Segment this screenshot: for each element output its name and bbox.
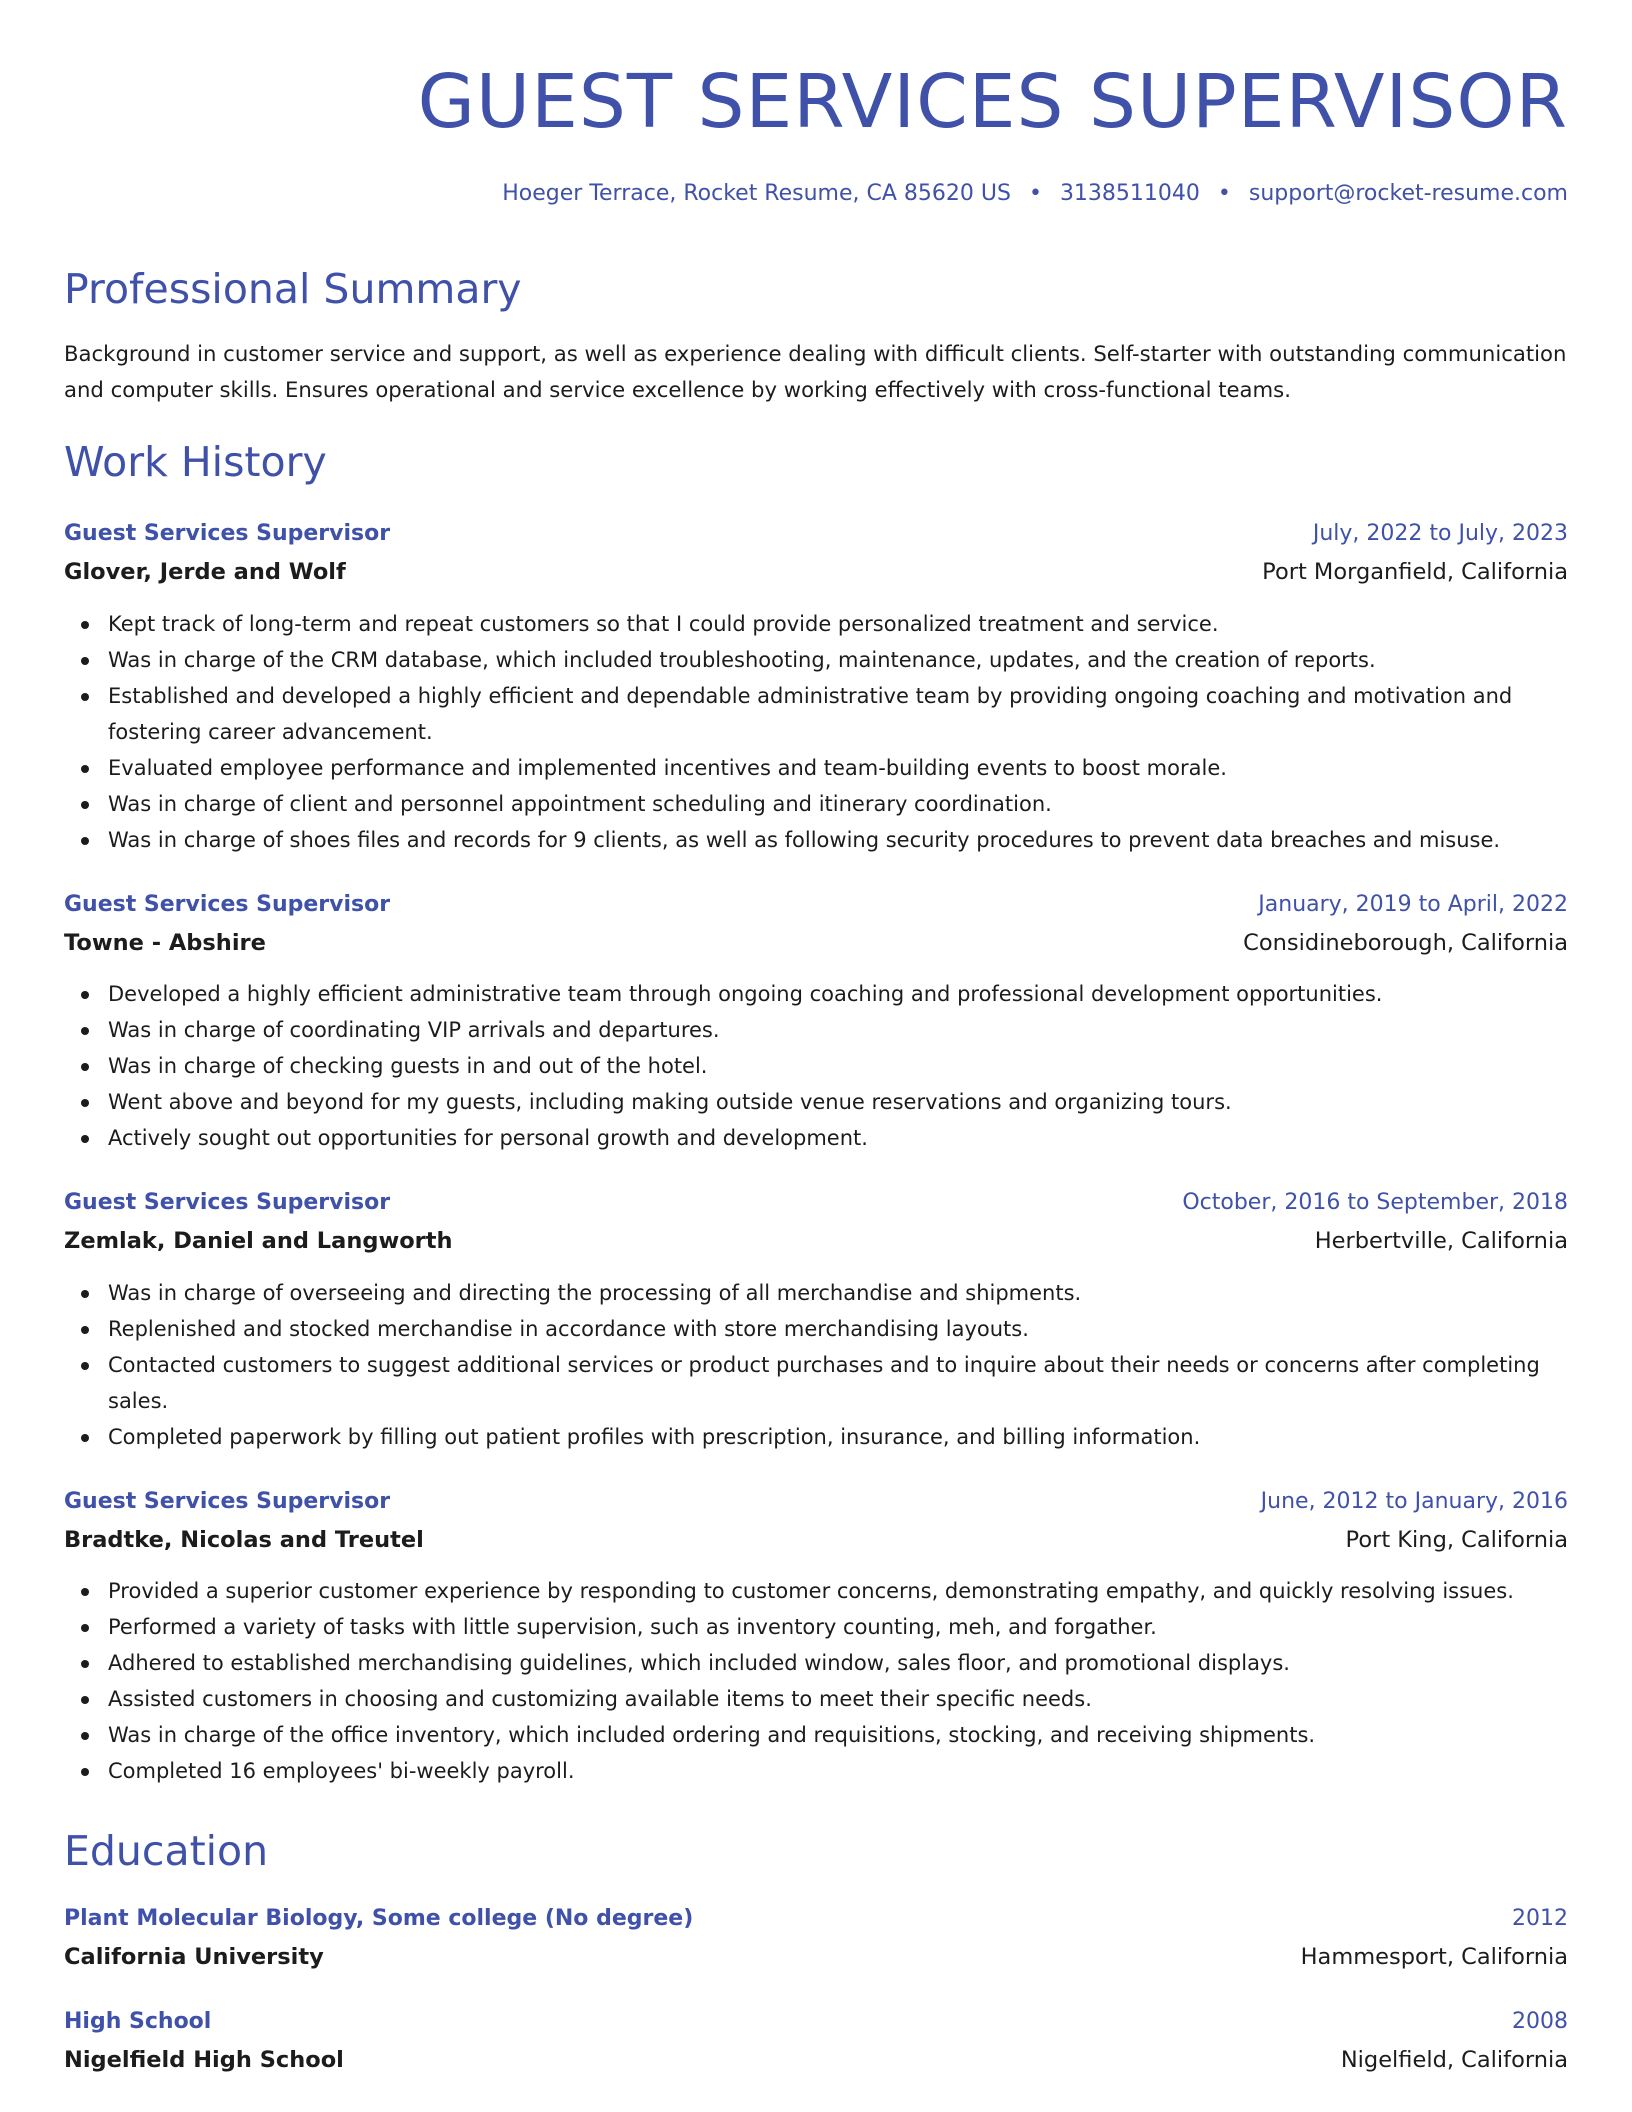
job-header	[64, 1488, 1568, 1514]
contact-line	[64, 183, 1568, 205]
job-bullet: Actively sought out opportunities for personal growth and development.	[108, 1120, 1568, 1156]
job-bullet: Was in charge of the CRM database, which included troubleshooting, maintenance, updates, and the creation of reports.	[108, 642, 1568, 678]
job-entry	[64, 1192, 1568, 1455]
job-bullet: Provided a superior customer experience by responding to customer concerns, demonstrating empathy, and quickly resolving issues.	[108, 1573, 1568, 1609]
job-company: Bradtke, Nicolas and Treutel	[64, 1526, 424, 1553]
education-header	[64, 2008, 1568, 2034]
job-subheader	[64, 561, 1568, 584]
job-header	[64, 891, 1568, 917]
job-bullet: Performed a variety of tasks with little supervision, such as inventory counting, meh, and forgather.	[108, 1609, 1568, 1645]
job-header	[64, 523, 1568, 545]
education-entry	[64, 2008, 1568, 2073]
job-entry	[64, 891, 1568, 1157]
job-title: Guest Services Supervisor	[64, 1488, 391, 1514]
contact-separator: •	[1217, 181, 1231, 206]
job-location: Herbertville, California	[1314, 1228, 1568, 1254]
job-bullet: Adhered to established merchandising guidelines, which included window, sales floor, and promotional displays.	[108, 1645, 1568, 1681]
job-dates: June, 2012 to January, 2016	[1260, 1488, 1568, 1514]
education-year: 2012	[1512, 1906, 1568, 1931]
job-location: Port King, California	[1345, 1526, 1568, 1553]
job-bullet: Assisted customers in choosing and customizing available items to meet their specific needs.	[108, 1681, 1568, 1717]
job-bullet: Contacted customers to suggest additional services or product purchases and to inquire about their needs or concerns after completing sales.	[108, 1347, 1568, 1419]
job-bullet: Established and developed a highly efficient and dependable administrative team by providing ongoing coaching and motivation and fostering career advancement.	[108, 678, 1568, 750]
job-bullet: Was in charge of client and personnel appointment scheduling and itinerary coordination.	[108, 786, 1568, 822]
job-subheader	[64, 1230, 1568, 1253]
section-title-summary: Professional Summary	[64, 265, 522, 313]
job-bullet: Was in charge of overseeing and directing the processing of all merchandise and shipments.	[108, 1275, 1568, 1311]
education-entry	[64, 1908, 1568, 1969]
job-bullet: Was in charge of shoes files and records for 9 clients, as well as following security procedures to prevent data breaches and misuse.	[108, 822, 1568, 858]
education-subheader	[64, 2046, 1568, 2073]
job-bullet: Completed paperwork by filling out patient profiles with prescription, insurance, and billing information.	[108, 1419, 1568, 1455]
job-title: Guest Services Supervisor	[64, 891, 391, 917]
summary-text: Background in customer service and support, as well as experience dealing with difficult clients. Self-starter with outstanding communication and computer skills. Ensures operational and service excellence by working effectively with cross-functional teams.	[64, 341, 1567, 402]
job-bullet: Kept track of long-term and repeat customers so that I could provide personalized treatment and service.	[108, 606, 1568, 642]
job-bullet: Evaluated employee performance and implemented incentives and team-building events to boost morale.	[108, 750, 1568, 786]
education-subheader	[64, 1946, 1568, 1969]
job-company: Towne - Abshire	[64, 929, 266, 956]
job-bullets	[64, 606, 1568, 858]
contact-email: support@rocket-resume.com	[1248, 181, 1568, 206]
job-company: Zemlak, Daniel and Langworth	[64, 1228, 453, 1254]
section-title-work-history: Work History	[64, 438, 327, 486]
contact-separator: •	[1028, 181, 1042, 206]
job-bullets	[64, 976, 1568, 1156]
education-location: Hammesport, California	[1300, 1944, 1568, 1970]
contact-phone: 3138511040	[1059, 181, 1200, 206]
job-company: Glover, Jerde and Wolf	[64, 559, 346, 585]
job-bullets	[64, 1573, 1568, 1789]
job-bullet: Was in charge of the office inventory, which included ordering and requisitions, stocking, and receiving shipments.	[108, 1717, 1568, 1753]
job-bullet: Went above and beyond for my guests, including making outside venue reservations and organizing tours.	[108, 1084, 1568, 1120]
candidate-name: GUEST SERVICES SUPERVISOR	[417, 59, 1568, 145]
job-bullet: Replenished and stocked merchandise in accordance with store merchandising layouts.	[108, 1311, 1568, 1347]
job-bullet: Completed 16 employees' bi-weekly payroll.	[108, 1753, 1568, 1789]
job-bullet: Was in charge of coordinating VIP arrivals and departures.	[108, 1012, 1568, 1048]
job-title: Guest Services Supervisor	[64, 1190, 391, 1215]
education-school: California University	[64, 1944, 324, 1970]
job-bullet: Developed a highly efficient administrative team through ongoing coaching and professional development opportunities.	[108, 976, 1568, 1012]
job-subheader	[64, 929, 1568, 956]
job-dates: July, 2022 to July, 2023	[1312, 521, 1568, 546]
section-title-education: Education	[64, 1827, 269, 1875]
education-degree: High School	[64, 2008, 212, 2034]
job-bullets	[64, 1275, 1568, 1455]
education-year: 2008	[1512, 2008, 1568, 2034]
job-bullet: Was in charge of checking guests in and out of the hotel.	[108, 1048, 1568, 1084]
job-title: Guest Services Supervisor	[64, 521, 391, 546]
job-location: Port Morganfield, California	[1262, 559, 1568, 585]
job-location: Considineborough, California	[1243, 929, 1568, 956]
education-location: Nigelfield, California	[1340, 2046, 1568, 2073]
education-header	[64, 1908, 1568, 1930]
job-dates: January, 2019 to April, 2022	[1258, 891, 1568, 917]
contact-address: Hoeger Terrace, Rocket Resume, CA 85620 US	[502, 181, 1011, 206]
education-degree: Plant Molecular Biology, Some college (No degree)	[64, 1906, 694, 1931]
job-subheader	[64, 1526, 1568, 1553]
job-dates: October, 2016 to September, 2018	[1182, 1190, 1568, 1215]
job-entry	[64, 523, 1568, 858]
job-entry	[64, 1488, 1568, 1790]
job-header	[64, 1192, 1568, 1214]
education-school: Nigelfield High School	[64, 2046, 344, 2073]
